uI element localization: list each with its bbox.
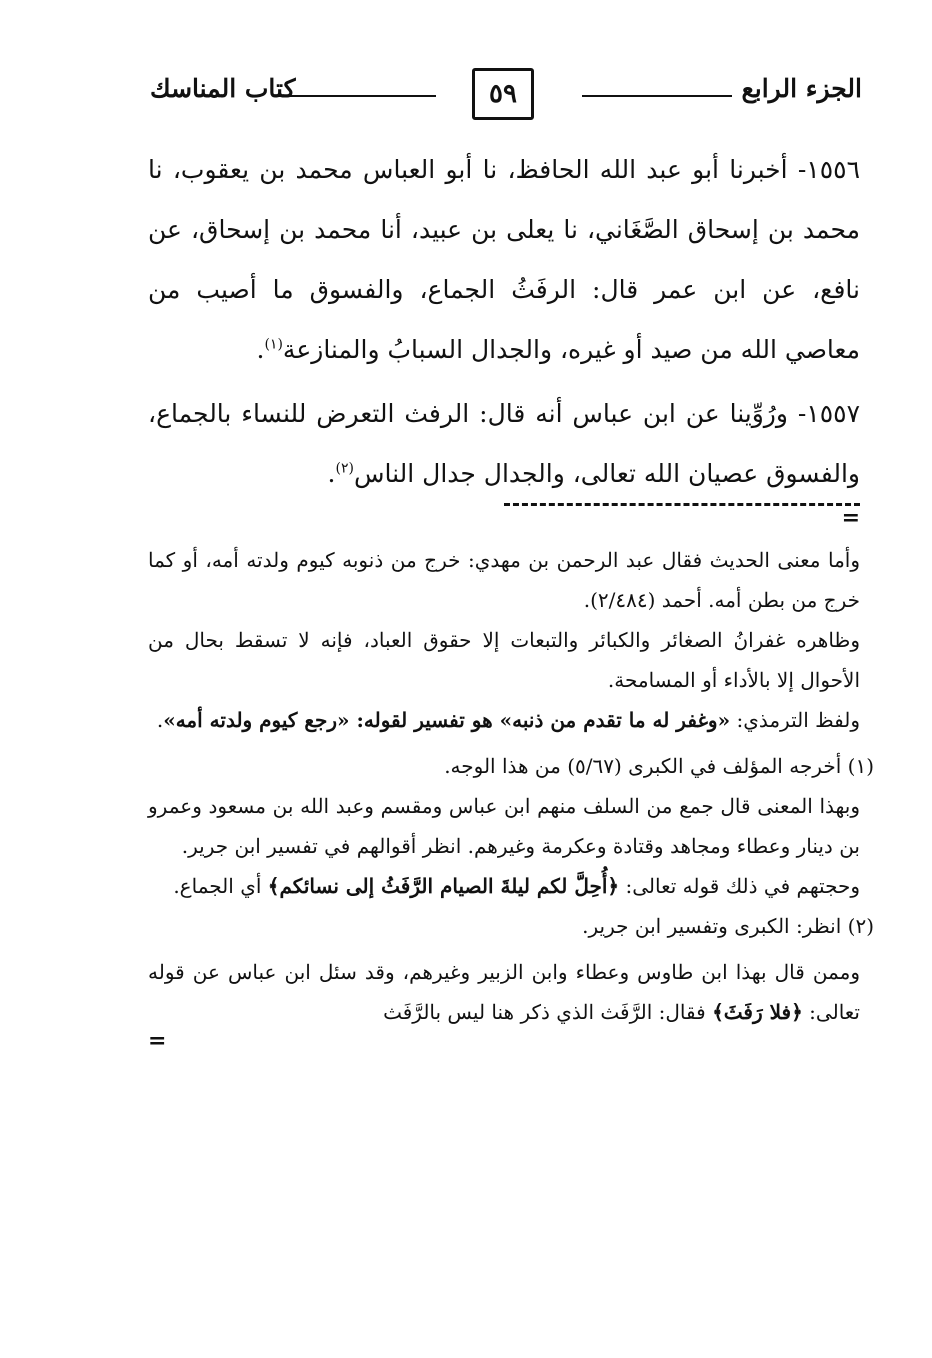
footnote-1: (١) أخرجه المؤلف في الكبرى (٥/٦٧) من هذا الوجه. xyxy=(444,754,874,778)
note-3-end: . xyxy=(156,708,164,732)
hadith-1557-end: . xyxy=(327,459,336,488)
footnotes xyxy=(148,540,874,1054)
continuation-mark-bottom: = xyxy=(148,1028,167,1054)
hadith-1556-end: . xyxy=(256,335,265,364)
note-5-a: وحجتهم في ذلك قوله تعالى: xyxy=(619,874,860,898)
hadith-1557 xyxy=(148,384,860,504)
footnote-ref-2: (٢) xyxy=(335,460,354,477)
note-3-quote-1: «وغفر له ما تقدم من ذنبه» xyxy=(499,708,731,732)
header-rule-right xyxy=(582,95,732,97)
note-paragraph-4: وبهذا المعنى قال جمع من السلف منهم ابن عباس ومقسم وعبد الله بن مسعود وعمرو بن دينار وعطاء ومجاهد وقتادة وعكرمة وغيرهم. انظر أقوالهم في تفسير ابن جرير. xyxy=(148,794,860,858)
hadith-1556 xyxy=(148,140,860,380)
note-paragraph-6 xyxy=(148,952,860,1032)
page-header xyxy=(150,68,862,120)
footnote-separator xyxy=(504,503,860,506)
continuation-mark-top: = xyxy=(841,505,860,531)
page-number: ٥٩ xyxy=(472,68,534,120)
note-5-verse: ﴿أُحِلَّ لكم ليلةَ الصيام الرَّفَثُ إلى نسائكم﴾ xyxy=(267,874,620,898)
hadith-1556-text: ١٥٥٦- أخبرنا أبو عبد الله الحافظ، نا أبو العباس محمد بن يعقوب، نا محمد بن إسحاق الصَّغَاني، نا يعلى بن عبيد، أنا محمد بن إسحاق، عن نافع، عن ابن عمر قال: الرفَثُ الجماع، والفسوق ما أصيب من معاصي الله من صيد أو غيره، والجدال السبابُ والمنازعة xyxy=(148,155,860,364)
hadith-1557-text: ١٥٥٧- ورُوِّينا عن ابن عباس أنه قال: الرفث التعرض للنساء بالجماع، والفسوق عصيان الله تعالى، والجدال جدال الناس xyxy=(148,399,860,488)
note-3-a: ولفظ الترمذي: xyxy=(730,708,860,732)
main-text xyxy=(148,140,860,504)
note-3-c: هو تفسير لقوله: xyxy=(349,708,500,732)
footnote-ref-1: (١) xyxy=(264,336,283,353)
volume-title: الجزء الرابع xyxy=(741,74,862,103)
note-paragraph-5 xyxy=(148,866,860,906)
note-paragraph-2: وظاهره غفرانُ الصغائر والكبائر والتبعات إلا حقوق العباد، فإنه لا تسقط بحال من الأحوال إلا بالأداء أو المسامحة. xyxy=(148,628,860,692)
header-rule-left xyxy=(276,95,436,97)
note-paragraph-1: وأما معنى الحديث فقال عبد الرحمن بن مهدي: خرج من ذنوبه كيوم ولدته أمه، أو كما خرج من بطن أمه. أحمد (٢/٤٨٤). xyxy=(148,548,861,612)
note-3-quote-2: «رجع كيوم ولدته أمه» xyxy=(163,708,350,732)
note-6-a: وممن قال بهذا ابن طاوس وعطاء وابن الزبير وغيرهم، وقد سئل ابن عباس عن قوله تعالى: xyxy=(148,960,860,1024)
note-6-verse: ﴿فلا رَفَثَ﴾ xyxy=(712,1000,803,1024)
book-title: كتاب المناسك xyxy=(150,74,296,103)
note-5-c: أي الجماع. xyxy=(173,874,268,898)
footnote-2: (٢) انظر: الكبرى وتفسير ابن جرير. xyxy=(582,914,874,938)
note-paragraph-3 xyxy=(148,700,860,740)
note-6-c: فقال: الرَّفَث الذي ذكر هنا ليس بالرَّفَث xyxy=(383,1000,713,1024)
